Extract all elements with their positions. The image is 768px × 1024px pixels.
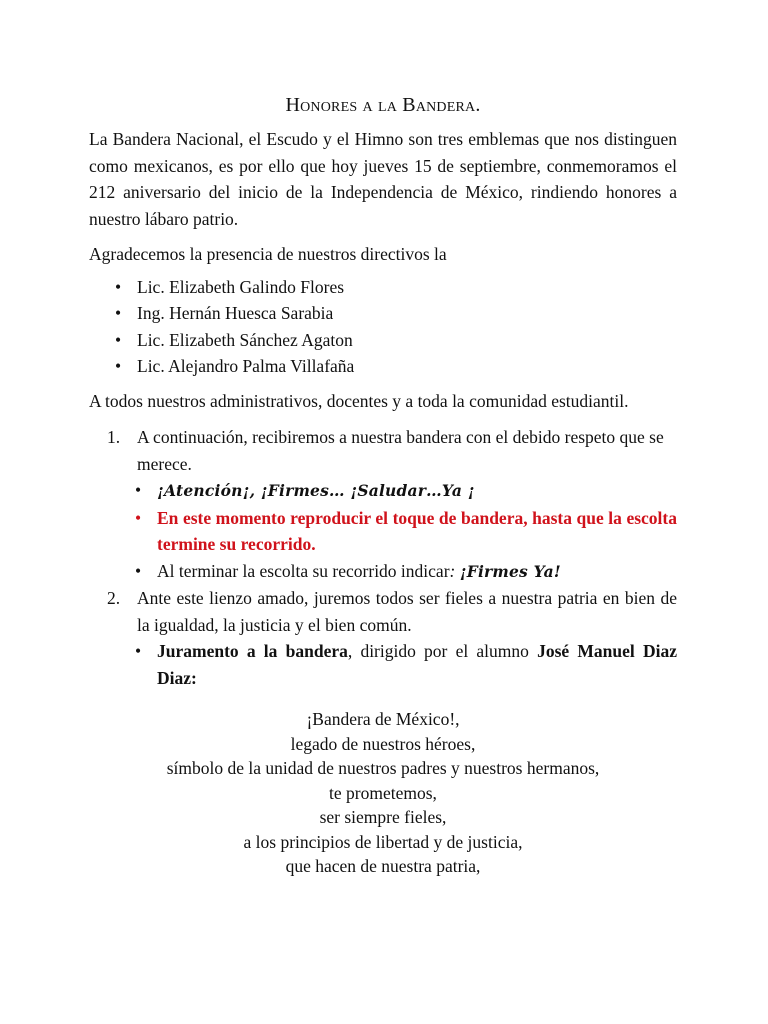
command-text: ¡Atención¡, ¡Firmes… ¡Saludar…Ya ¡ (157, 481, 475, 500)
oath-verse (89, 707, 677, 879)
step-two (107, 585, 677, 691)
list-item: • Lic. Elizabeth Sánchez Agaton (137, 327, 677, 354)
oath-line: símbolo de la unidad de nuestros padres y nuestros hermanos, (166, 758, 600, 778)
step-text: A continuación, recibiremos a nuestra bandera con el debido respeto que se merece. (137, 427, 664, 474)
list-item: • Lic. Alejandro Palma Villafaña (137, 353, 677, 380)
oath-line: ser siempre fieles, (319, 807, 447, 827)
document-title: Honores a la Bandera. (285, 94, 481, 116)
list-item: • Ing. Hernán Huesca Sarabia (137, 300, 677, 327)
step-one (107, 424, 677, 585)
list-item (157, 477, 677, 505)
steps-list (89, 424, 677, 691)
oath-line: te prometemos, (329, 782, 437, 803)
oath-line: legado de nuestros héroes, (290, 733, 476, 754)
step-two-sublist (137, 638, 677, 691)
final-colon: : (449, 560, 460, 581)
step-number: 2. (107, 588, 121, 608)
intro-paragraph: La Bandera Nacional, el Escudo y el Himno son tres emblemas que nos distinguen como mexicanos, es por ello que hoy jueves 15 de septiembre, conmemoramos el 212 aniversario del inicio de la Independencia de México, rindiendo honores a nuestro lábaro patrio. (89, 129, 677, 229)
instruction-text: • En este momento reproducir el toque de bandera, hasta que la escolta termine su recorrido. (157, 507, 677, 554)
thanks-paragraph: Agradecemos la presencia de nuestros directivos la (89, 244, 447, 264)
oath-label: Juramento a la bandera (157, 641, 348, 661)
student-name: José Manuel Diaz Diaz: (157, 641, 677, 688)
document-page (89, 92, 677, 879)
step-text: Ante este lienzo amado, juremos todos ser fieles a nuestra patria en bien de la igualdad, la justicia y el bien común. (137, 588, 677, 635)
list-item (157, 505, 677, 558)
oath-line: a los principios de libertad y de justicia, (243, 831, 523, 852)
list-item (157, 558, 677, 586)
step-one-sublist (137, 477, 677, 585)
oath-line: ¡Bandera de México!, (306, 709, 460, 729)
list-item (157, 638, 677, 691)
directivos-list (89, 274, 677, 380)
greeting-paragraph: A todos nuestros administrativos, docentes y a toda la comunidad estudiantil. (89, 390, 629, 411)
list-item: • Lic. Elizabeth Galindo Flores (137, 274, 677, 301)
oath-line: que hacen de nuestra patria, (285, 856, 481, 876)
step-number: 1. (107, 427, 121, 447)
oath-mid: , dirigido por el alumno (347, 641, 538, 661)
final-command: ¡Firmes Ya! (459, 561, 561, 581)
final-prefix: Al terminar la escolta su recorrido indicar (157, 560, 450, 581)
